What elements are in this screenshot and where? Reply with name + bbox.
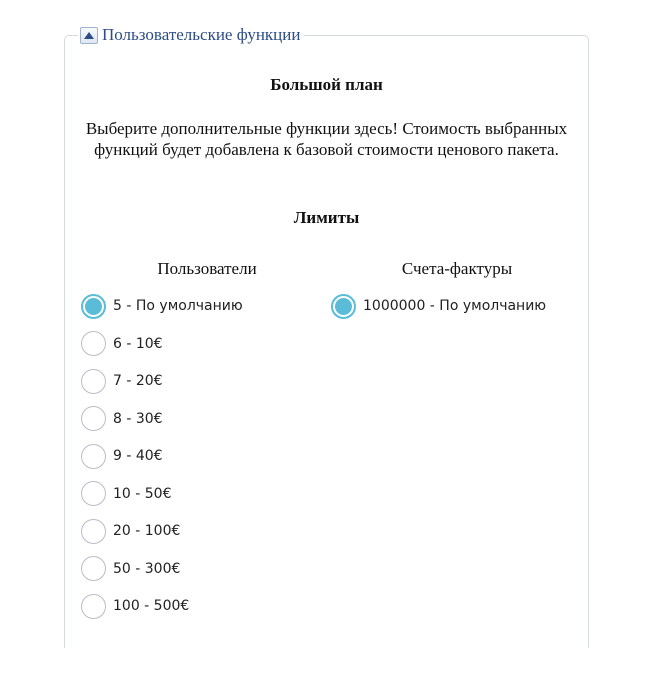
invoices-option[interactable]: [331, 291, 546, 321]
radio-label[interactable]: 50 - 300€: [113, 560, 181, 577]
plan-description: Выберите дополнительные функции здесь! Стоимость выбранных функций будет добавлена к базовой стоимости ценового пакета.: [85, 119, 568, 159]
users-option[interactable]: [81, 591, 243, 621]
users-option[interactable]: [81, 404, 243, 434]
radio-button[interactable]: [81, 481, 106, 506]
users-option[interactable]: [81, 441, 243, 471]
radio-label[interactable]: 100 - 500€: [113, 598, 190, 614]
radio-button[interactable]: [81, 331, 106, 356]
radio-button[interactable]: [81, 519, 106, 544]
radio-label[interactable]: 5 - По умолчанию: [113, 298, 243, 314]
users-option[interactable]: [81, 291, 243, 321]
users-option[interactable]: [81, 516, 243, 546]
radio-label[interactable]: 20 - 100€: [113, 523, 181, 539]
collapse-up-icon[interactable]: [80, 27, 98, 44]
radio-label[interactable]: 6 - 10€: [113, 335, 163, 352]
radio-label[interactable]: 10 - 50€: [113, 485, 172, 502]
users-column-header: Пользователи: [157, 259, 257, 278]
users-option[interactable]: [81, 479, 243, 509]
radio-button[interactable]: [81, 594, 106, 619]
radio-label[interactable]: 7 - 20€: [113, 373, 163, 389]
custom-features-toggle[interactable]: [78, 24, 304, 46]
radio-button[interactable]: [81, 444, 106, 469]
radio-button[interactable]: [331, 294, 356, 319]
users-option[interactable]: [81, 554, 243, 584]
plan-title: Большой план: [270, 75, 383, 94]
users-option[interactable]: [81, 329, 243, 359]
radio-label[interactable]: 9 - 40€: [113, 448, 163, 464]
radio-button[interactable]: [81, 294, 106, 319]
radio-label[interactable]: 1000000 - По умолчанию: [363, 298, 547, 314]
limits-title: Лимиты: [293, 208, 360, 227]
users-radio-group: [81, 291, 243, 629]
users-option[interactable]: [81, 366, 243, 396]
invoices-column-header: Счета-фактуры: [401, 259, 513, 278]
invoices-radio-group: [331, 291, 546, 329]
panel-legend-label: Пользовательские функции: [102, 25, 301, 44]
radio-button[interactable]: [81, 556, 106, 581]
radio-button[interactable]: [81, 406, 106, 431]
radio-label[interactable]: 8 - 30€: [113, 410, 163, 427]
radio-button[interactable]: [81, 369, 106, 394]
